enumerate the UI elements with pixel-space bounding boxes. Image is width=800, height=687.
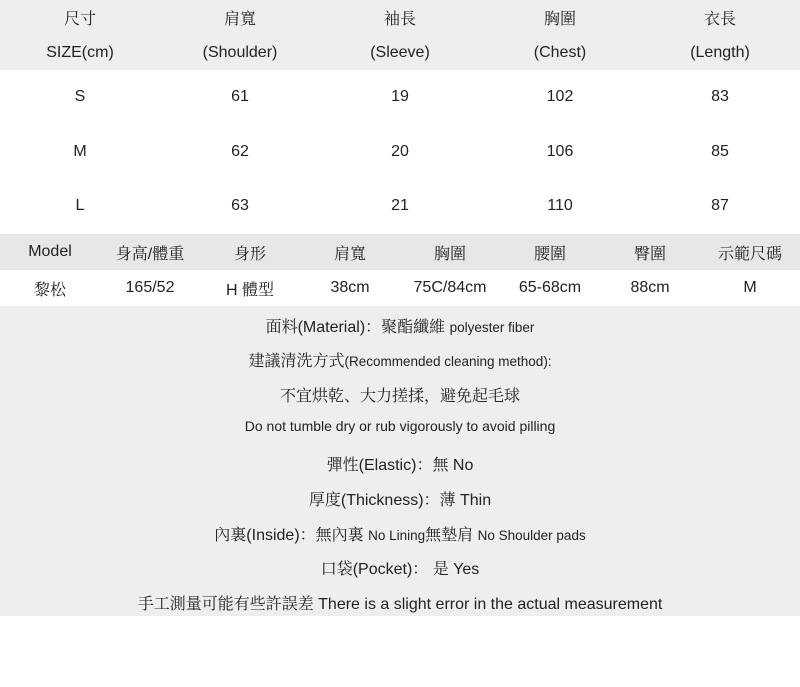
header-sleeve-en: (Sleeve) <box>370 43 430 61</box>
size-header-zh-row <box>0 0 800 35</box>
header-size-zh: 尺寸 <box>63 11 96 28</box>
size-table-header <box>0 0 800 70</box>
model-header-shoulder: 肩寬 <box>333 245 366 263</box>
header-chest-en: (Chest) <box>533 43 587 61</box>
size-row <box>0 70 800 125</box>
pocket-line: 口袋(Pocket)： 是 Yes <box>320 561 480 578</box>
model-height-weight: 165/52 <box>125 279 175 296</box>
inside-en-2: No Shoulder pads <box>477 528 586 543</box>
header-length-en: (Length) <box>690 43 750 61</box>
shoulder-value: 62 <box>231 142 249 160</box>
model-table-section <box>0 234 800 306</box>
model-header-chest: 胸圍 <box>433 245 466 263</box>
length-value: 85 <box>711 142 729 160</box>
size-row <box>0 125 800 180</box>
shoulder-value: 61 <box>231 88 249 106</box>
chest-value: 110 <box>547 197 573 215</box>
size-table-body <box>0 70 800 234</box>
size-body-table <box>0 70 800 234</box>
measurement-line <box>0 591 800 614</box>
material-en: polyester fiber <box>449 320 535 335</box>
cleaning-title-en: (Recommended cleaning method): <box>344 354 552 369</box>
model-header-row <box>0 234 800 270</box>
model-waist: 65-68cm <box>518 279 582 296</box>
size-label: S <box>74 88 86 106</box>
model-table <box>0 234 800 306</box>
chest-value: 106 <box>546 142 574 160</box>
model-header-waist: 腰圍 <box>533 245 566 263</box>
cleaning-zh-line: 不宜烘乾、大力搓揉，避免起毛球 <box>279 388 520 405</box>
measurement-zh: 手工測量可能有些許誤差 <box>137 596 314 613</box>
header-shoulder-zh: 肩寬 <box>223 11 256 28</box>
header-sleeve-zh: 袖長 <box>383 11 416 28</box>
material-line <box>0 314 800 337</box>
model-size-worn: M <box>743 279 757 296</box>
model-shoulder: 38cm <box>330 279 370 296</box>
material-zh: 面料(Material)：聚酯纖維 <box>265 319 446 336</box>
size-label: L <box>75 197 85 215</box>
chest-value: 102 <box>546 88 574 106</box>
elastic-line: 彈性(Elastic)：無 No <box>326 457 474 474</box>
sleeve-value: 19 <box>391 88 409 106</box>
cleaning-title-line <box>0 348 800 371</box>
model-name: 黎松 <box>33 281 66 299</box>
size-label: M <box>73 142 87 160</box>
model-header-height-weight: 身高/體重 <box>115 245 185 263</box>
header-length-zh: 衣長 <box>703 11 736 28</box>
model-body-type: H 體型 <box>225 281 274 299</box>
inside-en-1: No Lining <box>368 528 426 543</box>
inside-line <box>0 522 800 545</box>
thickness-line: 厚度(Thickness)：薄 Thin <box>308 492 492 509</box>
cleaning-en-line: Do not tumble dry or rub vigorously to avoid pilling <box>244 418 556 434</box>
header-size-en: SIZE(cm) <box>46 43 114 61</box>
model-header-model: Model <box>28 243 72 260</box>
model-header-size-worn: 示範尺碼 <box>717 245 782 263</box>
header-shoulder-en: (Shoulder) <box>202 43 278 61</box>
inside-label: 內裏(Inside)：無內裏 <box>214 527 364 544</box>
size-header-table <box>0 0 800 70</box>
inside-zh-2: 無墊肩 <box>425 527 474 544</box>
sleeve-value: 20 <box>391 142 409 160</box>
model-header-body-type: 身形 <box>233 245 266 263</box>
size-header-en-row <box>0 35 800 70</box>
measurement-en: There is a slight error in the actual measurement <box>318 596 663 613</box>
cleaning-title-zh: 建議清洗方式 <box>248 353 345 370</box>
product-info-section <box>0 306 800 616</box>
size-row <box>0 179 800 234</box>
model-header-hip: 臀圍 <box>633 245 666 263</box>
length-value: 87 <box>711 197 729 215</box>
sleeve-value: 21 <box>391 197 409 215</box>
shoulder-value: 63 <box>231 197 249 215</box>
model-hip: 88cm <box>630 279 670 296</box>
length-value: 83 <box>711 88 729 106</box>
header-chest-zh: 胸圍 <box>543 11 576 28</box>
model-data-row <box>0 270 800 306</box>
model-chest: 75C/84cm <box>413 279 487 296</box>
